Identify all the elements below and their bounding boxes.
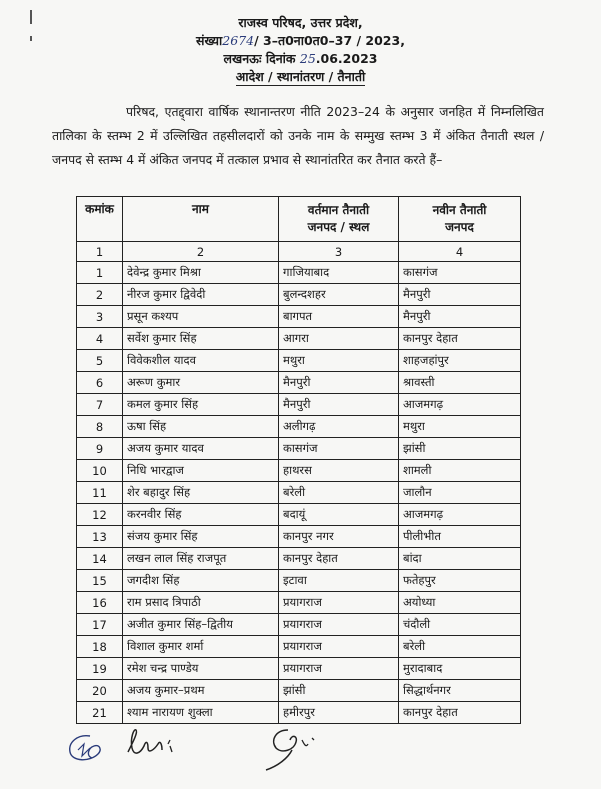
officer-name: नीरज कुमार द्विवेदी bbox=[123, 284, 279, 306]
current-posting: हाथरस bbox=[279, 460, 399, 482]
officer-name: लखन लाल सिंह राजपूत bbox=[123, 548, 279, 570]
table-row bbox=[77, 372, 521, 394]
new-posting: बांदा bbox=[399, 548, 521, 570]
serial-number: 12 bbox=[77, 504, 123, 526]
serial-number: 6 bbox=[77, 372, 123, 394]
officer-name: निधि भारद्वाज bbox=[123, 460, 279, 482]
header-reference: संख्या2674/ 3–त0ना0त0–37 / 2023, bbox=[196, 33, 405, 48]
new-posting: कासगंज bbox=[399, 262, 521, 284]
serial-number: 9 bbox=[77, 438, 123, 460]
current-posting: प्रयागराज bbox=[279, 614, 399, 636]
header-office: राजस्व परिषद, उत्तर प्रदेश, bbox=[238, 15, 363, 30]
signature-2 bbox=[262, 722, 332, 772]
column-number: 1 bbox=[77, 242, 123, 262]
officer-name: प्रसून कश्यप bbox=[123, 306, 279, 328]
serial-number: 14 bbox=[77, 548, 123, 570]
serial-number: 16 bbox=[77, 592, 123, 614]
table-row bbox=[77, 350, 521, 372]
column-number: 4 bbox=[399, 242, 521, 262]
order-paragraph: परिषद, एतद्द्वारा वार्षिक स्थानान्तरण नीति 2023–24 के अनुसार जनहित में निम्नलिखित तालिका के स्तम्भ 2 में उल्लिखित तहसीलदारों को उनके नाम के सम्मुख स्तम्भ 3 में अंकित तैनाती स्थल / जनपद से स्तम्भ 4 में अंकित जनपद में तत्काल प्रभाव से स्थानांतरित कर तैनात करते हैं– bbox=[52, 104, 544, 167]
header-current-posting: वर्तमान तैनाती जनपद / स्थल bbox=[279, 197, 399, 242]
column-number-row bbox=[77, 242, 521, 262]
serial-number: 18 bbox=[77, 636, 123, 658]
new-posting: मैनपुरी bbox=[399, 306, 521, 328]
serial-number: 3 bbox=[77, 306, 123, 328]
column-number: 3 bbox=[279, 242, 399, 262]
new-posting: कानपुर देहात bbox=[399, 702, 521, 724]
officer-name: सर्वेश कुमार सिंह bbox=[123, 328, 279, 350]
current-posting: मथुरा bbox=[279, 350, 399, 372]
header-date: लखनऊः दिनांक 25.06.2023 bbox=[223, 51, 378, 66]
officer-name: ऊषा सिंह bbox=[123, 416, 279, 438]
table-row bbox=[77, 658, 521, 680]
serial-number: 21 bbox=[77, 702, 123, 724]
officer-name: अजीत कुमार सिंह–द्वितीय bbox=[123, 614, 279, 636]
initials-mark-1 bbox=[60, 728, 110, 768]
new-posting: सिद्धार्थनगर bbox=[399, 680, 521, 702]
serial-number: 20 bbox=[77, 680, 123, 702]
serial-number: 7 bbox=[77, 394, 123, 416]
officer-name: रमेश चन्द्र पाण्डेय bbox=[123, 658, 279, 680]
table-row bbox=[77, 504, 521, 526]
current-posting: गाजियाबाद bbox=[279, 262, 399, 284]
new-posting: झांसी bbox=[399, 438, 521, 460]
table-row bbox=[77, 636, 521, 658]
serial-number: 17 bbox=[77, 614, 123, 636]
table-row bbox=[77, 592, 521, 614]
current-posting: मैनपुरी bbox=[279, 394, 399, 416]
table-row bbox=[77, 548, 521, 570]
handwritten-reference-number: 2674 bbox=[222, 33, 255, 48]
signature-1 bbox=[124, 726, 184, 762]
table-row bbox=[77, 306, 521, 328]
serial-number: 11 bbox=[77, 482, 123, 504]
new-posting: आजमगढ़ bbox=[399, 504, 521, 526]
table-row bbox=[77, 394, 521, 416]
officer-name: देवेन्द्र कुमार मिश्रा bbox=[123, 262, 279, 284]
new-posting: बरेली bbox=[399, 636, 521, 658]
current-posting: बागपत bbox=[279, 306, 399, 328]
column-number: 2 bbox=[123, 242, 279, 262]
header-serial: कमांक bbox=[77, 197, 123, 242]
officer-name: संजय कुमार सिंह bbox=[123, 526, 279, 548]
new-posting: मुरादाबाद bbox=[399, 658, 521, 680]
new-posting: मैनपुरी bbox=[399, 284, 521, 306]
new-posting: चंदौली bbox=[399, 614, 521, 636]
table-row bbox=[77, 438, 521, 460]
serial-number: 1 bbox=[77, 262, 123, 284]
serial-number: 2 bbox=[77, 284, 123, 306]
table-row bbox=[77, 702, 521, 724]
table-row bbox=[77, 526, 521, 548]
new-posting: शामली bbox=[399, 460, 521, 482]
officer-name: अरूण कुमार bbox=[123, 372, 279, 394]
officer-name: अजय कुमार–प्रथम bbox=[123, 680, 279, 702]
table-row bbox=[77, 284, 521, 306]
current-posting: कानपुर नगर bbox=[279, 526, 399, 548]
table-row bbox=[77, 262, 521, 284]
officer-name: विवेकशील यादव bbox=[123, 350, 279, 372]
current-posting: झांसी bbox=[279, 680, 399, 702]
serial-number: 19 bbox=[77, 658, 123, 680]
new-posting: शाहजहांपुर bbox=[399, 350, 521, 372]
serial-number: 4 bbox=[77, 328, 123, 350]
serial-number: 13 bbox=[77, 526, 123, 548]
new-posting: श्रावस्ती bbox=[399, 372, 521, 394]
serial-number: 10 bbox=[77, 460, 123, 482]
officer-name: श्याम नारायण शुक्ला bbox=[123, 702, 279, 724]
table-row bbox=[77, 680, 521, 702]
handwritten-date-day: 25 bbox=[299, 51, 316, 66]
current-posting: आगरा bbox=[279, 328, 399, 350]
current-posting: कासगंज bbox=[279, 438, 399, 460]
table-row bbox=[77, 482, 521, 504]
officer-name: अजय कुमार यादव bbox=[123, 438, 279, 460]
header-new-posting: नवीन तैनाती जनपद bbox=[399, 197, 521, 242]
new-posting: फतेहपुर bbox=[399, 570, 521, 592]
table-row bbox=[77, 460, 521, 482]
table-row bbox=[77, 416, 521, 438]
serial-number: 5 bbox=[77, 350, 123, 372]
new-posting: आजमगढ़ bbox=[399, 394, 521, 416]
new-posting: पीलीभीत bbox=[399, 526, 521, 548]
transfer-table bbox=[76, 196, 521, 724]
current-posting: कानपुर देहात bbox=[279, 548, 399, 570]
current-posting: मैनपुरी bbox=[279, 372, 399, 394]
officer-name: कमल कुमार सिंह bbox=[123, 394, 279, 416]
new-posting: कानपुर देहात bbox=[399, 328, 521, 350]
current-posting: हमीरपुर bbox=[279, 702, 399, 724]
document-header bbox=[0, 14, 601, 86]
current-posting: बरेली bbox=[279, 482, 399, 504]
new-posting: अयोध्या bbox=[399, 592, 521, 614]
current-posting: प्रयागराज bbox=[279, 592, 399, 614]
header-name: नाम bbox=[123, 197, 279, 242]
new-posting: मथुरा bbox=[399, 416, 521, 438]
current-posting: प्रयागराज bbox=[279, 658, 399, 680]
current-posting: इटावा bbox=[279, 570, 399, 592]
table-row bbox=[77, 614, 521, 636]
officer-name: विशाल कुमार शर्मा bbox=[123, 636, 279, 658]
officer-name: शेर बहादुर सिंह bbox=[123, 482, 279, 504]
officer-name: करनवीर सिंह bbox=[123, 504, 279, 526]
officer-name: जगदीश सिंह bbox=[123, 570, 279, 592]
table-row bbox=[77, 570, 521, 592]
current-posting: प्रयागराज bbox=[279, 636, 399, 658]
serial-number: 8 bbox=[77, 416, 123, 438]
officer-name: राम प्रसाद त्रिपाठी bbox=[123, 592, 279, 614]
table-row bbox=[77, 328, 521, 350]
header-subject: आदेश / स्थानांतरण / तैनाती bbox=[235, 69, 366, 84]
current-posting: अलीगढ़ bbox=[279, 416, 399, 438]
table-header-row bbox=[77, 197, 521, 242]
current-posting: बुलन्दशहर bbox=[279, 284, 399, 306]
new-posting: जालौन bbox=[399, 482, 521, 504]
current-posting: बदायूं bbox=[279, 504, 399, 526]
serial-number: 15 bbox=[77, 570, 123, 592]
